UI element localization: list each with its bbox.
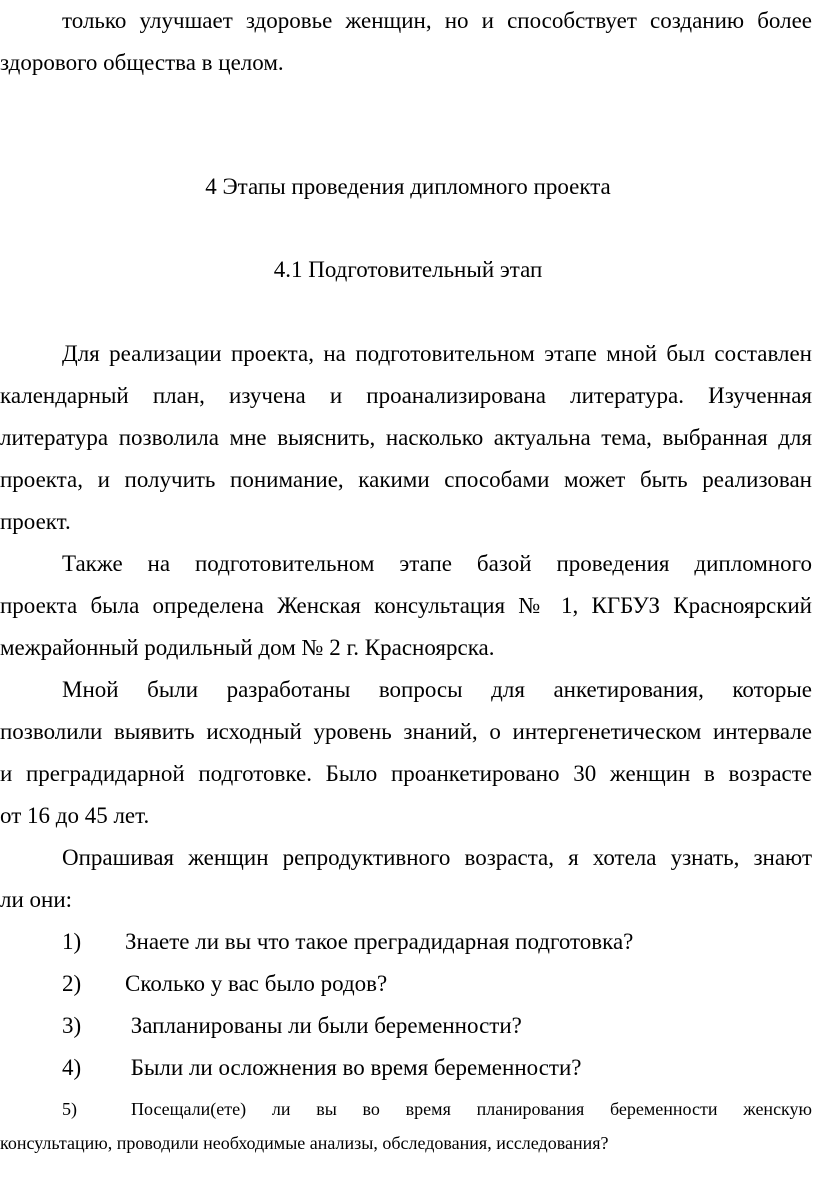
list-item-number: 3)	[62, 1013, 82, 1038]
text-line: здорового общества в целом.	[0, 50, 284, 75]
list-item	[0, 963, 816, 1005]
subsection-heading: 4.1 Подготовительный этап	[273, 257, 543, 282]
text-line: Мной были разработаны вопросы для анкетирования, которые	[62, 677, 812, 702]
list-item-text: Знаете ли вы что такое преградидарная подготовка?	[125, 929, 634, 954]
list-item	[0, 1005, 816, 1047]
text-line: Опрашивая женщин репродуктивного возраста, я хотела узнать, знают	[62, 845, 812, 870]
text-line: календарный план, изучена и проанализирована литература. Изученная	[0, 383, 812, 408]
text-line: консультацию, проводили необходимые анализы, обследования, исследования?	[0, 1133, 609, 1153]
list-item-number: 1)	[62, 929, 82, 954]
text-line: проекта была определена Женская консультация № 1, КГБУЗ Красноярский	[0, 593, 812, 618]
list-item-text: Посещали(ете) ли вы во время планирования беременности женскую	[131, 1099, 812, 1119]
list-item-text: Запланированы ли были беременности?	[125, 1013, 522, 1038]
list-item	[0, 921, 816, 963]
list-item-number: 4)	[62, 1055, 82, 1080]
list-item	[0, 1047, 816, 1089]
text-line: позволили выявить исходный уровень знаний, о интергенетическом интервале	[0, 719, 812, 744]
text-line: ли они:	[0, 887, 73, 912]
text-line: и преградидарной подготовке. Было проанкетировано 30 женщин в возрасте	[0, 761, 812, 786]
text-line: литература позволила мне выяснить, насколько актуальна тема, выбранная для	[0, 425, 812, 450]
list-item-text: Сколько у вас было родов?	[125, 971, 388, 996]
section-heading: 4 Этапы проведения дипломного проекта	[205, 174, 611, 199]
list-item	[0, 1091, 816, 1127]
list-item-number: 5)	[62, 1099, 77, 1119]
list-item-number: 2)	[62, 971, 82, 996]
text-line: от 16 до 45 лет.	[0, 803, 150, 828]
list-item-text: Были ли осложнения во время беременности?	[125, 1055, 582, 1080]
text-line: только улучшает здоровье женщин, но и способствует созданию более	[62, 8, 812, 33]
text-line: Также на подготовительном этапе базой проведения дипломного	[62, 551, 812, 576]
text-line: проект.	[0, 509, 71, 534]
text-line: Для реализации проекта, на подготовительном этапе мной был составлен	[62, 341, 812, 366]
text-line: проекта, и получить понимание, какими способами может быть реализован	[0, 467, 812, 492]
text-line: межрайонный родильный дом № 2 г. Красноярска.	[0, 635, 495, 660]
